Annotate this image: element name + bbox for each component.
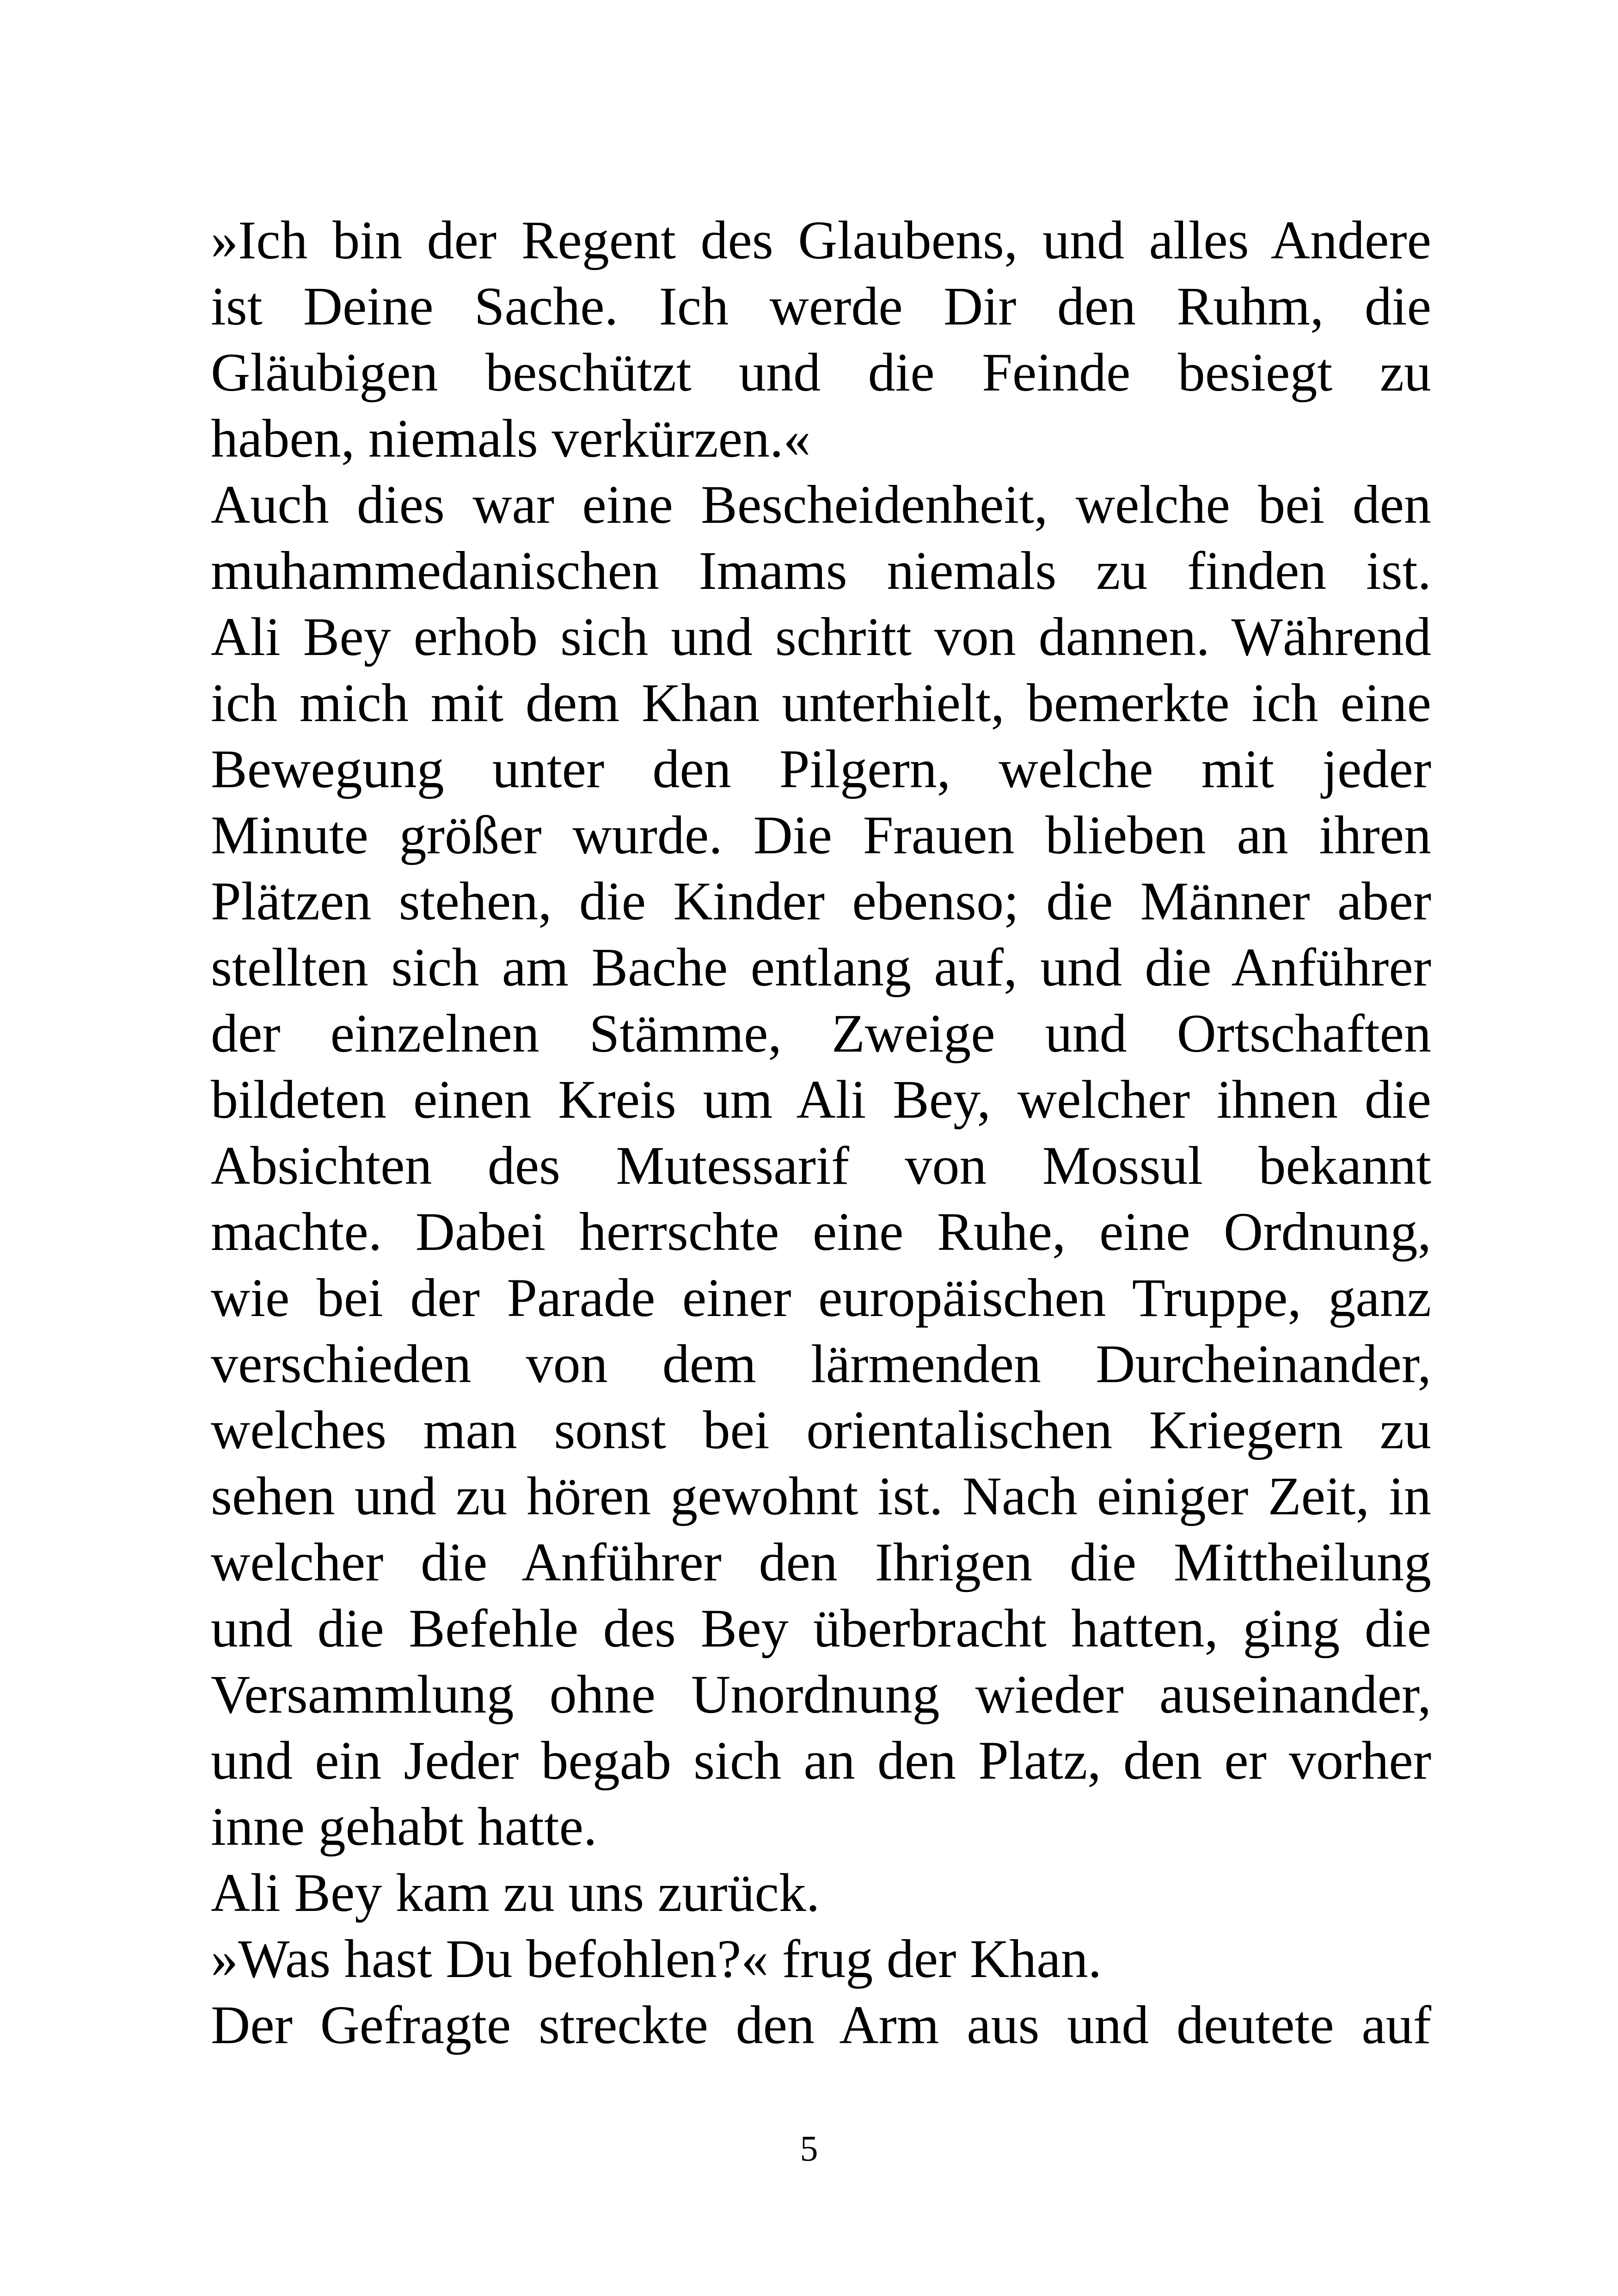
- text-line: sehen und zu hören gewohnt ist. Nach einiger Zeit, in: [211, 1466, 1431, 1526]
- text-line: welches man sonst bei orientalischen Kriegern zu: [211, 1400, 1431, 1460]
- text-line: der einzelnen Stämme, Zweige und Ortschaften: [211, 1003, 1431, 1064]
- text-line: »Ich bin der Regent des Glaubens, und alles Andere: [211, 210, 1431, 270]
- text-line: Plätzen stehen, die Kinder ebenso; die Männer aber: [211, 871, 1431, 931]
- text-line: ist Deine Sache. Ich werde Dir den Ruhm, die: [211, 276, 1431, 337]
- text-line: Ali Bey erhob sich und schritt von dannen. Während: [211, 606, 1431, 667]
- text-line: machte. Dabei herrschte eine Ruhe, eine Ordnung,: [211, 1201, 1431, 1262]
- page-number: 5: [800, 2128, 818, 2168]
- text-line: haben, niemals verkürzen.«: [211, 408, 811, 469]
- text-line: welcher die Anführer den Ihrigen die Mittheilung: [211, 1532, 1431, 1592]
- text-line: Versammlung ohne Unordnung wieder auseinander,: [211, 1664, 1431, 1725]
- text-line: stellten sich am Bache entlang auf, und die Anführer: [211, 937, 1431, 998]
- text-line: Auch dies war eine Bescheidenheit, welche bei den: [211, 474, 1431, 535]
- text-line: bildeten einen Kreis um Ali Bey, welcher ihnen die: [211, 1069, 1431, 1130]
- text-line: und ein Jeder begab sich an den Platz, den er vorher: [211, 1730, 1431, 1791]
- text-line: Der Gefragte streckte den Arm aus und deutete auf: [211, 1995, 1431, 2055]
- text-line: wie bei der Parade einer europäischen Truppe, ganz: [211, 1267, 1431, 1328]
- text-line: Minute größer wurde. Die Frauen blieben an ihren: [211, 805, 1431, 865]
- text-line: muhammedanischen Imams niemals zu finden ist.: [211, 540, 1431, 601]
- body-text: [211, 207, 1431, 2058]
- text-line: Gläubigen beschützt und die Feinde besiegt zu: [211, 342, 1431, 403]
- text-line: »Was hast Du befohlen?« frug der Khan.: [211, 1929, 1102, 1989]
- text-line: und die Befehle des Bey überbracht hatten, ging die: [211, 1598, 1431, 1659]
- text-line: inne gehabt hatte.: [211, 1796, 597, 1857]
- text-line: Ali Bey kam zu uns zurück.: [211, 1862, 820, 1923]
- text-line: ich mich mit dem Khan unterhielt, bemerkte ich eine: [211, 673, 1431, 733]
- text-line: Absichten des Mutessarif von Mossul bekannt: [211, 1135, 1431, 1196]
- text-line: Bewegung unter den Pilgern, welche mit jeder: [211, 739, 1431, 799]
- text-line: verschieden von dem lärmenden Durcheinander,: [211, 1334, 1431, 1394]
